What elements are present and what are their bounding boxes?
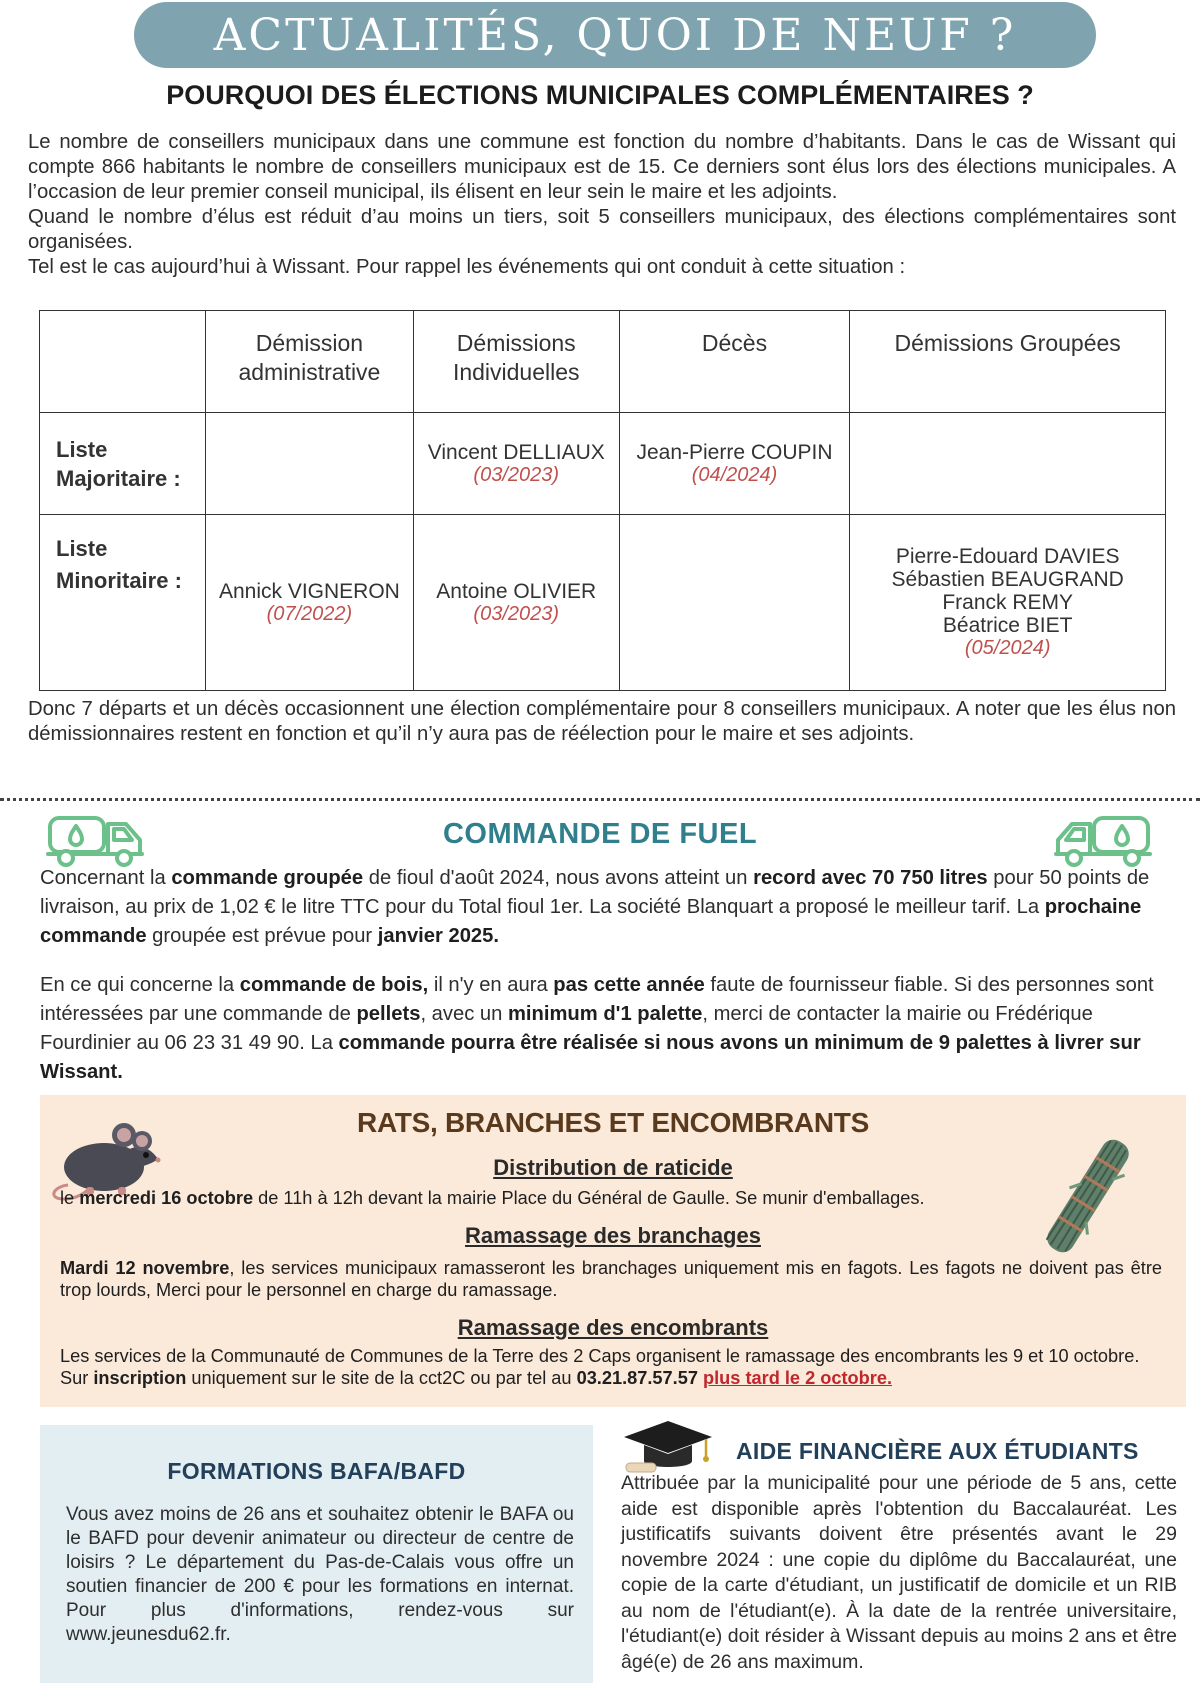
bold-run: commande pourra être réalisée si nous avons un minimum de 9 palettes à livrer sur Wissant. <box>40 1032 1141 1083</box>
intro-paragraph: Quand le nombre d’élus est réduit d’au moins un tiers, soit 5 conseillers municipaux, des élections complémentaires sont organisées. <box>28 206 1176 253</box>
fuel-paragraph <box>40 864 1165 951</box>
table-cell <box>619 515 850 691</box>
table-row <box>40 413 1166 515</box>
row-label: Liste Majoritaire : <box>56 436 181 491</box>
table-row <box>40 515 1166 691</box>
bold-run: prochaine commande <box>40 896 1142 947</box>
bold-run: janvier 2025. <box>377 925 499 947</box>
elections-intro <box>28 130 1176 280</box>
table-cell <box>850 515 1166 691</box>
table-header-row <box>40 311 1166 413</box>
event-date: (04/2024) <box>691 463 778 486</box>
event-date: (05/2024) <box>964 637 1051 659</box>
bold-run: commande groupée <box>171 867 364 889</box>
text-run: Concernant la <box>40 867 172 889</box>
phone-number: 03.21.87.57.57 <box>576 1368 698 1388</box>
table-cell <box>850 413 1166 515</box>
event-date: (03/2023) <box>473 463 560 486</box>
bold-run: commande de bois, <box>239 974 429 996</box>
section-banner: ACTUALITÉS, QUOI DE NEUF ? <box>134 2 1096 68</box>
fuel-heading: COMMANDE DE FUEL <box>442 818 758 850</box>
bold-run: inscription <box>93 1368 187 1388</box>
text-run: uniquement sur le site de la cct2C ou par tel au <box>186 1368 577 1388</box>
table-cell <box>619 413 850 515</box>
councillor-name: Sébastien BEAUGRAND <box>891 568 1124 591</box>
table-cell <box>205 413 413 515</box>
row-header <box>40 413 206 515</box>
councillor-name: Franck REMY <box>942 591 1074 614</box>
wood-paragraph <box>40 971 1165 1087</box>
text-run: il n'y en aura <box>428 974 554 996</box>
raticide-text <box>60 1187 1160 1209</box>
column-header: Démissions Groupées <box>850 311 1166 413</box>
text-run: , les services municipaux ramasseront les branchages uniquement mis en fagots. Les fagots ne doivent pas être trop lourds, Merci pour le personnel en charge du ramassage. <box>60 1258 1162 1300</box>
text-run: faute de fournisseur fiable. Si des personnes sont intéressées par une commande de <box>40 974 1154 1025</box>
branchages-text <box>60 1257 1162 1301</box>
bold-run: pellets <box>356 1003 421 1025</box>
raticide-title: Distribution de raticide <box>493 1155 733 1180</box>
bafa-panel <box>40 1425 593 1683</box>
text-run: de 11h à 12h devant la mairie Place du Général de Gaulle. Se munir d'emballages. <box>253 1188 925 1208</box>
event-date: (03/2023) <box>473 602 560 625</box>
table-corner-cell <box>40 311 206 413</box>
encombrants-title: Ramassage des encombrants <box>457 1315 769 1340</box>
councillor-name: Annick VIGNERON <box>218 579 400 603</box>
text-run: de fioul d'août 2024, nous avons atteint un <box>363 867 754 889</box>
text-run: pour 50 points de livraison, au prix de 1,02 € le litre TTC pour du Total fioul 1er. La société Blanquart a proposé le meilleur tarif. La <box>40 867 1150 918</box>
encombrants-text <box>60 1345 1162 1389</box>
column-header: Démission administrative <box>205 311 413 413</box>
councillor-name: Jean-Pierre COUPIN <box>636 440 833 464</box>
bold-run: pas cette année <box>553 974 705 996</box>
deadline-highlight: plus tard le 2 octobre. <box>703 1368 893 1388</box>
column-header: Décès <box>619 311 850 413</box>
text-run: , avec un <box>420 1003 508 1025</box>
councillor-name: Antoine OLIVIER <box>436 579 597 603</box>
bold-run: Mardi 12 novembre <box>60 1258 230 1278</box>
councillor-name: Vincent DELLIAUX <box>427 440 605 464</box>
text-run: groupée est prévue pour <box>146 925 378 947</box>
row-label: Liste Minoritaire : <box>56 536 182 593</box>
events-table <box>39 310 1166 691</box>
rats-panel <box>40 1095 1186 1407</box>
event-date: (07/2022) <box>266 602 353 625</box>
elections-summary: Donc 7 départs et un décès occasionnent une élection complémentaire pour 8 conseillers municipaux. A noter que les élus non démissionnaires restent en fonction et qu’il n’y aura pas de réélection pour le maire et ses adjoints. <box>28 698 1176 745</box>
bafa-heading: FORMATIONS BAFA/BAFD <box>167 1458 466 1484</box>
councillor-name: Pierre-Edouard DAVIES <box>895 545 1120 568</box>
aide-text: Attribuée par la municipalité pour une période de 5 ans, cette aide est disponible après l'obtention du Baccalauréat. Les justificatifs suivants doivent être présentés avant le 29 novembre 2024 : une copie du diplôme du Baccalauréat, une copie de la carte d'étudiant, un justificatif de domicile et un RIB au nom de l'étudiant(e). À la date de la rentrée universitaire, l'étudiant(e) doit résider à Wissant depuis au moins 2 ans et être âgé(e) de 26 ans maximum. <box>621 1472 1177 1673</box>
intro-paragraph: Le nombre de conseillers municipaux dans une commune est fonction du nombre d’habitants. Dans le cas de Wissant qui compte 866 habitants le nombre de conseillers municipaux est de 15. Ce derniers sont élus lors des élections municipales. A l’occasion de leur premier conseil municipal, ils élisent en leur sein le maire et les adjoints. <box>28 131 1176 203</box>
dotted-divider <box>0 798 1200 801</box>
councillor-name: Béatrice BIET <box>942 614 1073 637</box>
aide-heading: AIDE FINANCIÈRE AUX ÉTUDIANTS <box>736 1438 1139 1464</box>
bafa-text: Vous avez moins de 26 ans et souhaitez obtenir le BAFA ou le BAFD pour devenir animateur ou directeur de centre de loisirs ? Le département du Pas-de-Calais vous offre un soutien financier de 200 € pour les formations en internat. Pour plus d'informations, rendez-vous sur www.jeunesdu62.fr. <box>66 1504 574 1645</box>
column-header: Démissions Individuelles <box>413 311 619 413</box>
text-run: , merci de contacter la mairie ou Frédérique Fourdinier au 06 23 31 49 90. La <box>40 1003 1093 1054</box>
bold-run: minimum d'1 palette <box>507 1003 703 1025</box>
graduation-cap-icon <box>620 1417 716 1475</box>
table-cell <box>413 515 619 691</box>
branchages-title: Ramassage des branchages <box>465 1223 761 1248</box>
table-cell <box>413 413 619 515</box>
text-run: le <box>60 1188 80 1208</box>
elections-heading: POURQUOI DES ÉLECTIONS MUNICIPALES COMPLÉMENTAIRES ? <box>166 80 1034 110</box>
intro-paragraph: Tel est le cas aujourd’hui à Wissant. Pour rappel les événements qui ont conduit à cette situation : <box>28 256 906 278</box>
rats-heading: RATS, BRANCHES ET ENCOMBRANTS <box>357 1107 869 1138</box>
text-run: En ce qui concerne la <box>40 974 240 996</box>
text-run: Les services de la Communauté de Communes de la Terre des 2 Caps organisent le ramassage des encombrants les 9 et 10 octobre. Sur <box>60 1346 1140 1388</box>
bold-run: record avec 70 750 litres <box>753 867 988 889</box>
bold-run: mercredi 16 octobre <box>79 1188 254 1208</box>
table-cell <box>205 515 413 691</box>
row-header <box>40 515 206 691</box>
